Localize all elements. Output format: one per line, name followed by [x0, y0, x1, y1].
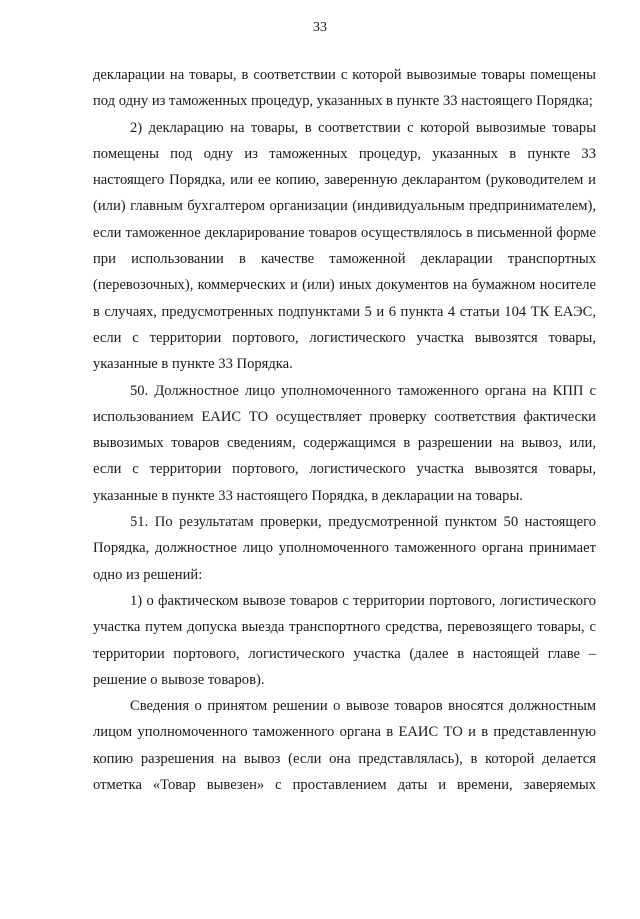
document-body — [93, 62, 596, 798]
paragraph-decision-info: Сведения о принятом решении о вывозе товаров вносятся должностным лицом уполномоченного таможенного органа в ЕАИС ТО и в представленную копию разрешения на вывоз (если она представлялась), в которой делается отметка «Товар вывезен» с проставлением даты и времени, заверяемых — [93, 698, 596, 794]
paragraph-clause-50: 50. Должностное лицо уполномоченного таможенного органа на КПП с использованием ЕАИС ТО осуществляет проверку соответствия фактически вывозимых товаров сведениям, содержащимся в разрешении на вывоз, или, если с территории портового, логистического участка вывозятся товары, указанные в пункте 33 настоящего Порядка, в декларации на товары. — [93, 382, 596, 504]
paragraph-item-2: 2) декларацию на товары, в соответствии с которой вывозимые товары помещены под одну из таможенных процедур, указанных в пункте 33 настоящего Порядка, или ее копию, заверенную декларантом (руководителем и (или) главным бухгалтером организации (индивидуальным предпринимателем), если таможенное декларирование товаров осуществлялось в письменной форме при использовании в качестве таможенной декларации транспортных (перевозочных), коммерческих и (или) иных документов на бумажном носителе в случаях, предусмотренных подпунктами 5 и 6 пункта 4 статьи 104 ТК ЕАЭС, если с территории портового, логистического участка вывозятся товары, указанные в пункте 33 Порядка. — [93, 119, 596, 373]
page-number: 33 — [313, 20, 327, 35]
paragraph-item-1-decision: 1) о фактическом вывозе товаров с территории портового, логистического участка путем допуска выезда транспортного средства, перевозящего товары, с территории портового, логистического участка (далее в настоящей главе – решение о вывозе товаров). — [93, 592, 596, 688]
paragraph-clause-51: 51. По результатам проверки, предусмотренной пунктом 50 настоящего Порядка, должностное лицо уполномоченного таможенного органа принимает одно из решений: — [93, 514, 596, 583]
paragraph-continuation: декларации на товары, в соответствии с которой вывозимые товары помещены под одну из таможенных процедур, указанных в пункте 33 настоящего Порядка; — [93, 67, 596, 110]
